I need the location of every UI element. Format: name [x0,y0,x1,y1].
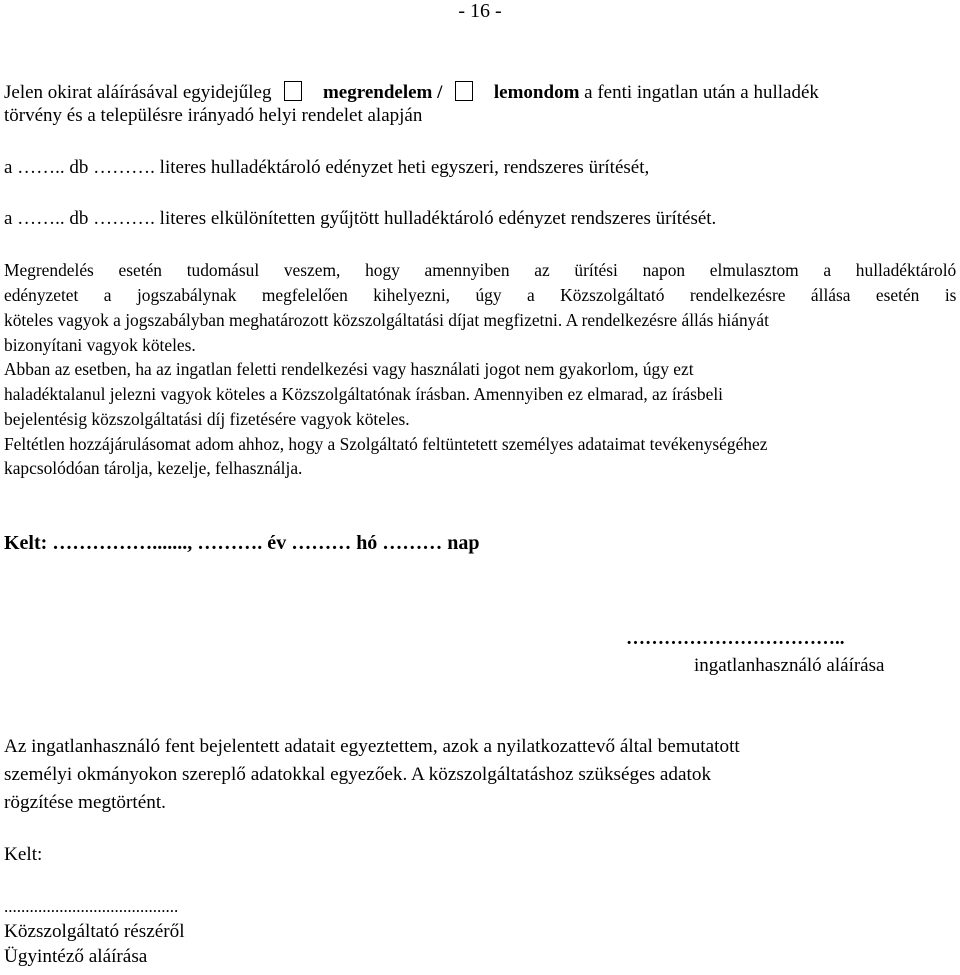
paragraph1-text-1: Megrendelés esetén tudomásul veszem, hogy amennyiben az ürítési napon elmulasztom a hulladéktároló [4,260,957,280]
paragraph3-line-1: Feltétlen hozzájárulásomat adom ahhoz, hogy a Szolgáltató feltüntetett személyes adataimat tevékenységéhez [4,434,768,454]
order-checkbox[interactable] [284,81,302,101]
paragraph2-line-1: Abban az esetben, ha az ingatlan feletti rendelkezési vagy használati jogot nem gyakorlom, úgy ezt [4,359,694,379]
signature-label: ingatlanhasználó aláírása [694,655,885,676]
verification-line-3: rögzítése megtörtént. [4,792,166,813]
declaration-rest: a fenti ingatlan után a hulladék [584,82,819,103]
declaration-line-2: törvény és a településre irányadó helyi rendelet alapján [4,105,423,126]
provider-label: Közszolgáltató részéről [4,921,185,942]
page-number: - 16 - [458,0,502,22]
paragraph2-line-2: haladéktalanul jelezni vagyok köteles a Közszolgáltatónak írásban. Amennyiben ez elmarad, az írásbeli [4,384,724,404]
declaration-line-1 [4,81,956,104]
signature-dots: …………………………….. [626,628,845,649]
verification-line-2: személyi okmányokon szereplő adatokkal egyezőek. A közszolgáltatáshoz szükséges adatok [4,764,712,785]
date-line: Kelt: ……………......., ………. év ……… hó ……… nap [4,532,480,554]
paragraph2-line-3: bejelentésig közszolgáltatási díj fizetésére vagyok köteles. [4,409,410,429]
cancel-option-label: lemondom [493,82,580,103]
container-item-1: a …….. db ………. literes hulladéktároló edényzet heti egyszeri, rendszeres ürítését, [4,157,650,178]
paragraph3-line-2: kapcsolódóan tárolja, kezelje, felhasználja. [4,458,303,478]
paragraph1-line-1 [4,259,956,281]
order-option-label: megrendelem / [322,82,443,103]
paragraph1-line-4: bizonyítani vagyok köteles. [4,335,196,355]
provider-signature-dots: ......................................... [4,897,179,916]
cancel-checkbox[interactable] [455,81,473,101]
container-item-2: a …….. db ………. literes elkülönítetten gyűjtött hulladéktároló edényzet rendszeres ürítését. [4,208,717,229]
paragraph1-line-2 [4,284,956,306]
verification-line-1: Az ingatlanhasználó fent bejelentett adatait egyeztettem, azok a nyilatkozattevő által bemutatott [4,736,740,757]
date-label-2: Kelt: [4,844,43,865]
clerk-signature-label: Ügyintéző aláírása [4,946,148,967]
paragraph1-text-2: edényzetet a jogszabálynak megfelelően kihelyezni, úgy a Közszolgáltató rendelkezésre állása esetén is [4,285,957,305]
declaration-intro: Jelen okirat aláírásával egyidejűleg [4,82,272,103]
paragraph1-line-3: köteles vagyok a jogszabályban meghatározott közszolgáltatási díjat megfizetni. A rendelkezésre állás hiányát [4,310,769,330]
